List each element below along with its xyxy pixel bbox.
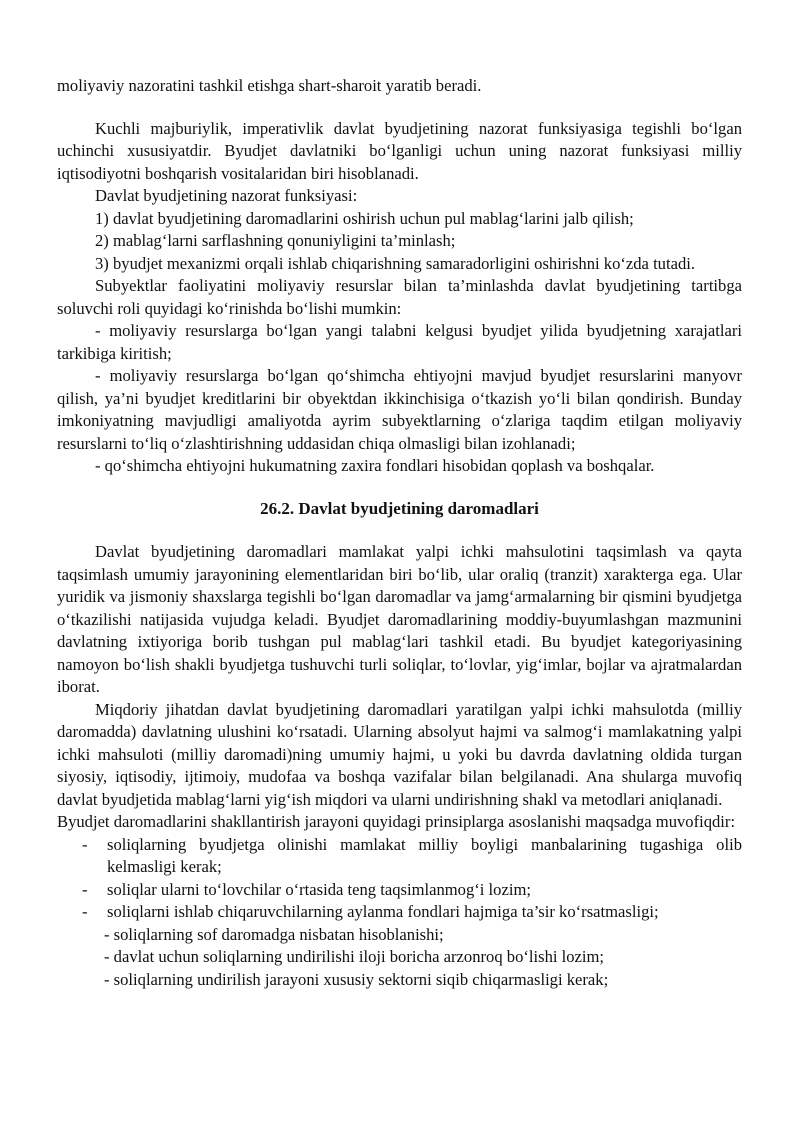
paragraph-principles-intro: Byudjet daromadlarini shakllantirish jarayoni quyidagi prinsiplarga asoslanishi maqsadga muvofiqdir:: [57, 812, 736, 831]
principle-item-2: [82, 879, 742, 902]
regulatory-item-2: - moliyaviy resurslarga bo‘lgan qo‘shimcha ehtiyojni mavjud byudjet resurslarini manyovr qilish, ya’ni byudjet kreditlarini bir obyektdan ikkinchisiga o‘tkazish yo‘li bilan qondirish. Bunday imkoniyatning mavjudligi amaliyotda ayrim subyektlarning o‘zlariga taqdim etilgan moliyaviy resurslarni to‘liq o‘zlashtirishning uddasidan chiqa olmasligi bilan izohlanadi;: [57, 366, 742, 453]
paragraph-control-intro: Kuchli majburiylik, imperativlik davlat byudjetining nazorat funksiyasiga tegishli bo‘lgan uchinchi xususiyatdir. Byudjet davlatniki bo‘lganligi uchun uning nazorat funksiyasi milliy iqtisodiyotni boshqarish vositalaridan biri hisoblanadi.: [57, 118, 742, 183]
sub-principle-3: - soliqlarning undirilish jarayoni xususiy sektorni siqib chiqarmasligi kerak;: [104, 969, 609, 989]
dash-marker: -: [82, 879, 88, 899]
dash-marker: -: [82, 902, 88, 921]
control-item-3: 3) byudjet mexanizmi orqali ishlab chiqarishning samaradorligini oshirishni ko‘zda tutadi.: [95, 253, 696, 273]
sub-principle-2: - davlat uchun soliqlarning undirilishi iloji boricha arzonroq bo‘lishi lozim;: [104, 947, 605, 966]
paragraph-continuation: moliyaviy nazoratini tashkil etishga shart-sharoit yaratib beradi.: [57, 76, 482, 95]
principle-text: soliqlarni ishlab chiqaruvchilarning aylanma fondlari hajmiga ta’sir ko‘rsatmasligi;: [107, 902, 659, 921]
control-item-2: 2) mablag‘larni sarflashning qonuniyligini ta’minlash;: [95, 231, 456, 250]
paragraph-subjects: Subyektlar faoliyatini moliyaviy resurslar bilan ta’minlashda davlat byudjetining tartibga soluvchi roli quyidagi ko‘rinishda bo‘lishi mumkin:: [57, 276, 742, 318]
principle-text: soliqlar ularni to‘lovchilar o‘rtasida teng taqsimlanmog‘i lozim;: [107, 879, 531, 899]
regulatory-item-1: - moliyaviy resurslarga bo‘lgan yangi talabni kelgusi byudjet yilida byudjetning xarajatlari tarkibiga kiritish;: [57, 321, 742, 363]
page-content: [57, 75, 742, 991]
dash-marker: -: [82, 834, 88, 854]
sub-principle-1: - soliqlarning sof daromadga nisbatan hisoblanishi;: [104, 924, 444, 944]
principle-item-1: [82, 834, 742, 879]
regulatory-item-3: - qo‘shimcha ehtiyojni hukumatning zaxira fondlari hisobidan qoplash va boshqalar.: [95, 456, 655, 475]
control-item-1: 1) davlat byudjetining daromadlarini oshirish uchun pul mablag‘larini jalb qilish;: [95, 208, 634, 228]
paragraph-revenues-2: Miqdoriy jihatdan davlat byudjetining daromadlari yaratilgan yalpi ichki mahsulotda (milliy daromadda) davlatning ulushini ko‘rsatadi. Ularning absolyut hajmi va salmog‘i mamlakatning yalpi ichki mahsuloti (milliy daromadi)ning umumiy hajmi, u yoki bu davrda davlatning oldida turgan siyosiy, iqtisodiy, ijtimoiy, mudofaa va boshqa vazifalar bilan belgilanadi. Ana shularga muvofiq davlat byudjetida mablag‘larni yig‘ish miqdori va ularni undirishning shakl va metodlari aniqlanadi.: [57, 699, 742, 809]
control-function-heading: Davlat byudjetining nazorat funksiyasi:: [95, 186, 358, 205]
principle-item-3: [82, 901, 742, 924]
principle-text: soliqlarning byudjetga olinishi mamlakat milliy boyligi manbalarining tugashiga olib kelmasligi kerak;: [107, 834, 742, 876]
paragraph-revenues-1: Davlat byudjetining daromadlari mamlakat yalpi ichki mahsulotini taqsimlash va qayta taqsimlash umumiy jarayonining elementlaridan biri bo‘lib, ular oraliq (tranzit) xarakterga ega. Ular yuridik va jismoniy shaxslarga tegishli bo‘lgan daromadlar va jamg‘armalarning bir qismini byudjetga o‘tkazilishi natijasida vujudga keladi. Byudjet daromadlarining moddiy-buyumlashgan mazmunini davlatning ixtiyoriga borib tushgan pul mablag‘lari tashkil etadi. Bu byudjet kategoriyasining namoyon bo‘lish shakli byudjetga tushuvchi turli soliqlar, to‘lovlar, yig‘imlar, bojlar va ajratmalardan iborat.: [57, 542, 742, 696]
section-title: 26.2. Davlat byudjetining daromadlari: [260, 498, 539, 518]
